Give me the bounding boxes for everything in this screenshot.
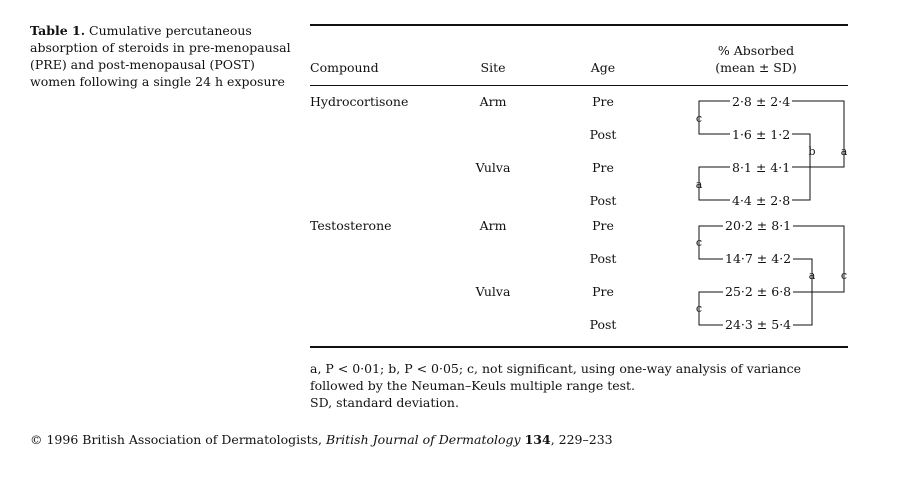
row-absorbed-value: 2·8 ± 2·4 bbox=[732, 94, 791, 109]
label-t-vulva: c bbox=[695, 302, 703, 315]
header-absorbed: % Absorbed bbox=[717, 43, 795, 58]
journal-name: British Journal of Dermatology bbox=[325, 432, 521, 447]
caption-text: Cumulative percutaneous absorption of steroids in pre-menopausal (PRE) and post-menopausal (POST) women following a single 24 h exposure bbox=[30, 23, 291, 89]
footnote-significance: a, P < 0·01; b, P < 0·05; c, not significant, using one-way analysis of variance followed by the Neuman–Keuls multiple range test. bbox=[310, 361, 802, 393]
row-age: Pre bbox=[592, 218, 614, 233]
table-footnote bbox=[310, 360, 855, 411]
label-hc-arm: c bbox=[695, 112, 703, 125]
row-age: Post bbox=[589, 127, 617, 142]
row-site: Arm bbox=[479, 218, 507, 233]
row-age: Post bbox=[589, 251, 617, 266]
row-age: Pre bbox=[592, 160, 614, 175]
row-absorbed-value: 8·1 ± 4·1 bbox=[732, 160, 791, 175]
header-age: Age bbox=[590, 60, 616, 75]
row-site: Vulva bbox=[475, 160, 511, 175]
header-site: Site bbox=[480, 60, 506, 75]
compound-hydrocortisone: Hydrocortisone bbox=[310, 94, 409, 109]
row-absorbed-value: 14·7 ± 4·2 bbox=[725, 251, 792, 266]
row-absorbed-value: 25·2 ± 6·8 bbox=[725, 284, 792, 299]
row-site: Vulva bbox=[475, 284, 511, 299]
compound-testosterone: Testosterone bbox=[310, 218, 392, 233]
copyright-line bbox=[30, 432, 613, 447]
row-absorbed-value: 20·2 ± 8·1 bbox=[725, 218, 792, 233]
label-hc-pre: a bbox=[840, 145, 848, 158]
bracket-hc-arm bbox=[699, 101, 730, 134]
row-age: Pre bbox=[592, 284, 614, 299]
label-hc-vulva: a bbox=[695, 178, 703, 191]
row-site: Arm bbox=[479, 94, 507, 109]
label-hc-post: b bbox=[808, 145, 816, 158]
bracket-hc-vulva bbox=[699, 167, 732, 200]
header-compound: Compound bbox=[310, 60, 379, 75]
journal-pages: , 229–233 bbox=[550, 432, 613, 447]
row-age: Post bbox=[589, 317, 617, 332]
row-absorbed-value: 24·3 ± 5·4 bbox=[725, 317, 792, 332]
copyright-prefix: © 1996 British Association of Dermatologists, bbox=[30, 432, 326, 447]
label-t-arm: c bbox=[695, 236, 703, 249]
row-age: Post bbox=[589, 193, 617, 208]
row-absorbed-value: 1·6 ± 1·2 bbox=[732, 127, 791, 142]
footnote-sd: SD, standard deviation. bbox=[310, 395, 459, 410]
journal-volume: 134 bbox=[524, 432, 551, 447]
bracket-t-vulva bbox=[699, 292, 723, 325]
row-age: Pre bbox=[592, 94, 614, 109]
row-absorbed-value: 4·4 ± 2·8 bbox=[732, 193, 791, 208]
header-mean-sd: (mean ± SD) bbox=[715, 60, 797, 75]
label-t-post: a bbox=[808, 269, 816, 282]
label-t-pre: c bbox=[840, 269, 848, 282]
bracket-t-arm bbox=[699, 226, 723, 259]
caption-label: Table 1. bbox=[30, 23, 86, 38]
